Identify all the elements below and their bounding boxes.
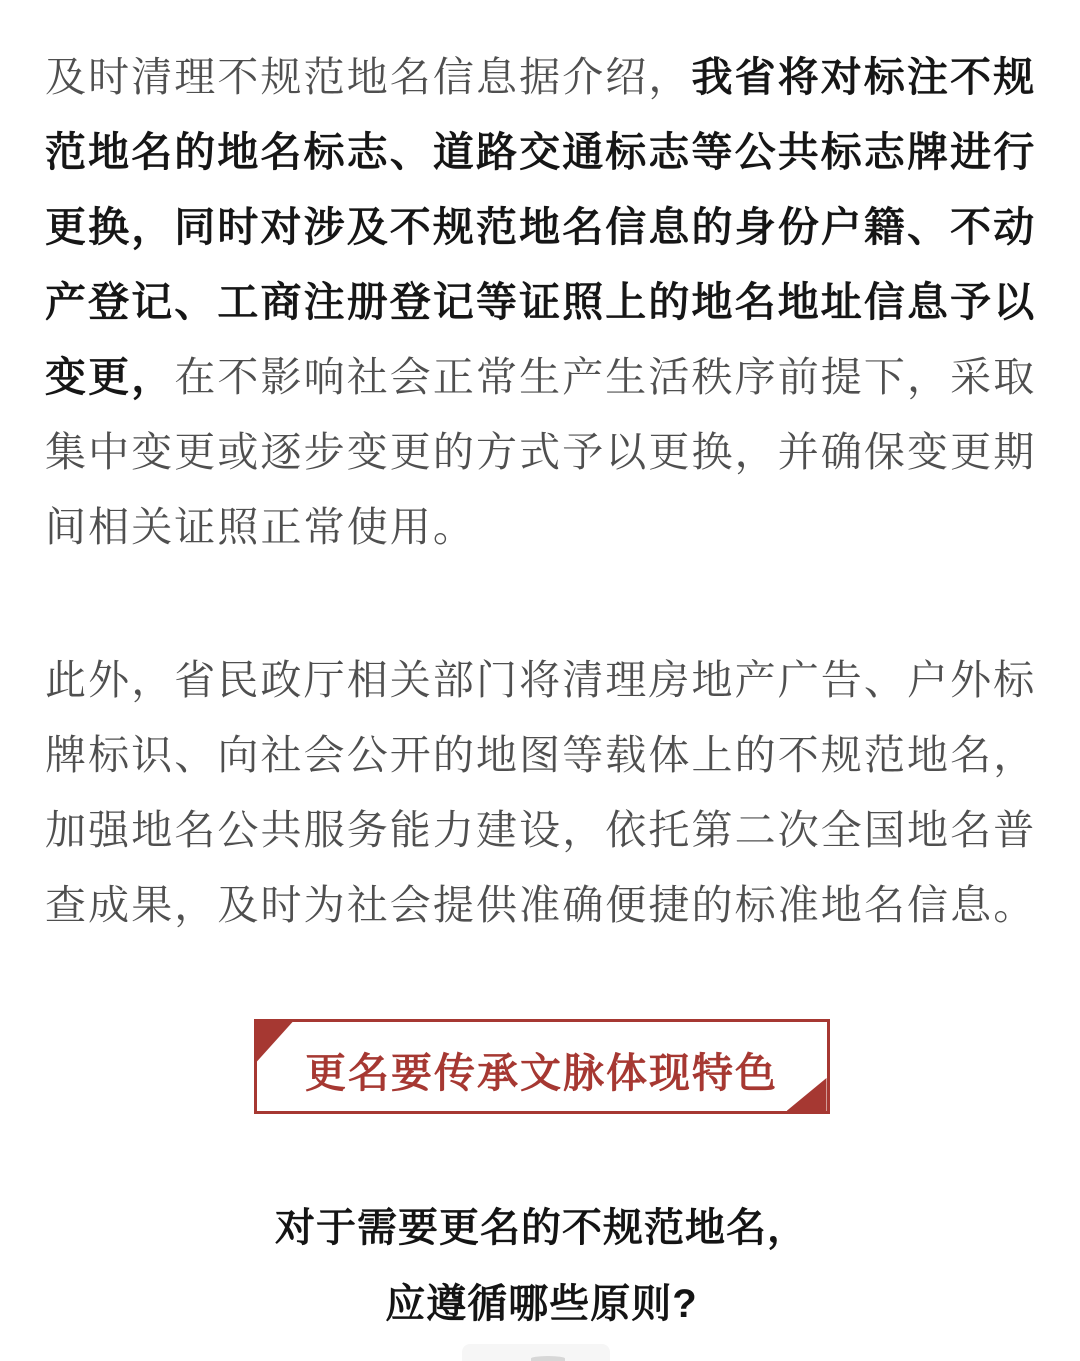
paragraph-1: [45, 40, 1038, 565]
cutoff-element-bottom-smudge: [531, 1356, 565, 1361]
body-text: 此外，省民政厅相关部门将清理房地产广告、户外标: [45, 657, 1037, 703]
emphasis-text: 更换，同时对涉及不规范地名信息的身份户籍、不动: [45, 204, 1037, 250]
body-text: 牌标识、向社会公开的地图等载体上的不规范地名，: [45, 732, 1037, 778]
body-text: 在不影响社会正常生产生活秩序前提下，采取: [174, 354, 1037, 400]
corner-triangle-bottom-right-decoration: [787, 1078, 827, 1111]
text-line: [45, 190, 1038, 265]
question-line-2: 应遵循哪些原则?: [385, 1282, 698, 1326]
text-line: [45, 718, 1038, 793]
question-line-1: 对于需要更名的不规范地名，: [275, 1206, 808, 1250]
corner-triangle-top-left-decoration: [257, 1022, 293, 1062]
emphasis-text: 变更，: [45, 354, 175, 400]
text-line: [45, 40, 1038, 115]
section-banner-title: 更名要传承文脉体现特色: [305, 1050, 778, 1096]
emphasis-text: 我省将对标注不规: [691, 54, 1037, 100]
text-line: [45, 490, 1038, 565]
body-text: 及时清理不规范地名信息据介绍，: [45, 54, 692, 100]
body-text: 加强地名公共服务能力建设，依托第二次全国地名普: [45, 807, 1037, 853]
text-line: [45, 265, 1038, 340]
section-banner: [254, 1019, 830, 1114]
paragraph-2: [45, 643, 1038, 943]
text-line: [45, 793, 1038, 868]
text-line: [45, 868, 1038, 943]
body-text: 查成果，及时为社会提供准确便捷的标准地名信息。: [45, 882, 1037, 928]
emphasis-text: 产登记、工商注册登记等证照上的地名地址信息予以: [45, 279, 1037, 325]
question-block: [45, 1190, 1038, 1342]
body-text: 间相关证照正常使用。: [45, 504, 476, 550]
emphasis-text: 范地名的地名标志、道路交通标志等公共标志牌进行: [45, 129, 1037, 175]
text-line: [45, 340, 1038, 415]
section-banner-wrapper: [45, 1019, 1038, 1114]
text-line: [45, 415, 1038, 490]
text-line: [45, 115, 1038, 190]
text-line: [45, 643, 1038, 718]
body-text: 集中变更或逐步变更的方式予以更换，并确保变更期: [45, 429, 1037, 475]
